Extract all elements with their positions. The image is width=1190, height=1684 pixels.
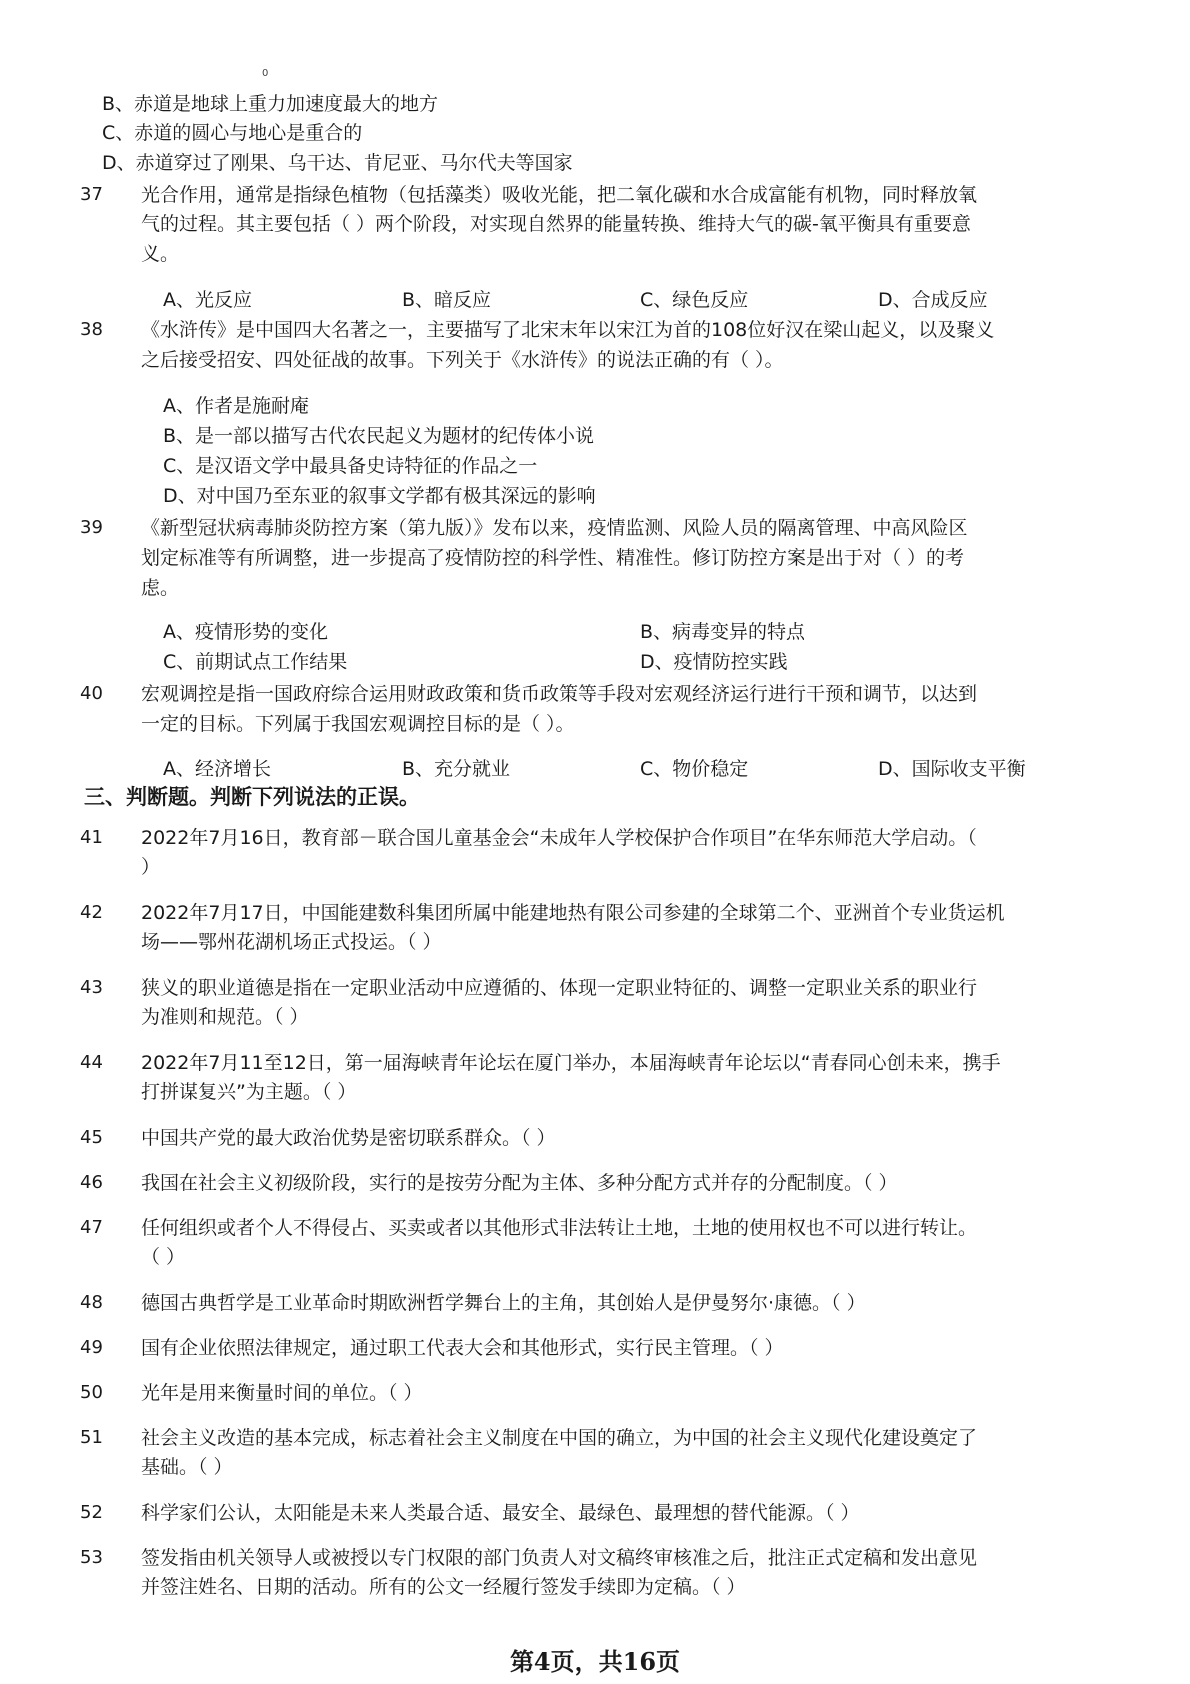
option-c: C、物价稳定 <box>640 758 749 780</box>
question-text: 划定标准等有所调整，进一步提高了疫情防控的科学性、精准性。修订防控方案是出于对（ ）的考 <box>141 547 965 569</box>
option-c: C、是汉语文学中最具备史诗特征的作品之一 <box>163 455 538 477</box>
question-text: 光年是用来衡量时间的单位。（ ） <box>141 1382 423 1404</box>
question-text: 国有企业依照法律规定，通过职工代表大会和其他形式，实行民主管理。（ ） <box>141 1337 784 1359</box>
question-number: 38 <box>80 319 103 340</box>
question-number: 39 <box>80 517 103 538</box>
question-text: 义。 <box>141 243 180 265</box>
question-text: 《水浒传》是中国四大名著之一，主要描写了北宋末年以宋江为首的108位好汉在梁山起义，以及聚义 <box>141 319 995 341</box>
option-a: A、疫情形势的变化 <box>163 621 328 643</box>
option-d: D、国际收支平衡 <box>878 758 1026 780</box>
question-number: 49 <box>80 1337 103 1358</box>
option-d: D、对中国乃至东亚的叙事文学都有极其深远的影响 <box>163 485 596 507</box>
question-text: 社会主义改造的基本完成，标志着社会主义制度在中国的确立，为中国的社会主义现代化建设奠定了 <box>141 1427 978 1449</box>
option-a: A、作者是施耐庵 <box>163 395 309 417</box>
question-text: 之后接受招安、四处征战的故事。下列关于《水浒传》的说法正确的有（ ）。 <box>141 349 784 371</box>
question-text: 一定的目标。下列属于我国宏观调控目标的是（ ）。 <box>141 713 575 735</box>
question-text: 科学家们公认，太阳能是未来人类最合适、最安全、最绿色、最理想的替代能源。（ ） <box>141 1502 860 1524</box>
option-b: B、是一部以描写古代农民起义为题材的纪传体小说 <box>163 425 595 447</box>
option-b: B、充分就业 <box>402 758 511 780</box>
question-number: 40 <box>80 683 103 704</box>
question-text: 德国古典哲学是工业革命时期欧洲哲学舞台上的主角，其创始人是伊曼努尔·康德。（ ） <box>141 1292 866 1314</box>
question-number: 48 <box>80 1292 103 1313</box>
prev-option-b: B、赤道是地球上重力加速度最大的地方 <box>102 93 439 115</box>
option-b: B、暗反应 <box>402 289 492 311</box>
question-number: 46 <box>80 1172 103 1193</box>
option-b: B、病毒变异的特点 <box>640 621 806 643</box>
question-text: 宏观调控是指一国政府综合运用财政政策和货币政策等手段对宏观经济运行进行干预和调节，以达到 <box>141 683 978 705</box>
question-number: 41 <box>80 827 103 848</box>
prev-option-c: C、赤道的圆心与地心是重合的 <box>102 122 363 144</box>
question-number: 47 <box>80 1217 103 1238</box>
question-text: 签发指由机关领导人或被授以专门权限的部门负责人对文稿终审核准之后，批注正式定稿和发出意见 <box>141 1547 978 1569</box>
prev-option-d: D、赤道穿过了刚果、乌干达、肯尼亚、马尔代夫等国家 <box>102 152 573 174</box>
question-number: 44 <box>80 1052 103 1073</box>
question-text: 2022年7月16日，教育部－联合国儿童基金会“未成年人学校保护合作项目”在华东师范大学启动。（ <box>141 827 977 849</box>
option-a: A、光反应 <box>163 289 252 311</box>
question-text: 场——鄂州花湖机场正式投运。（ ） <box>141 931 442 953</box>
page-footer: 第4页，共16页 <box>509 1647 681 1676</box>
question-number: 52 <box>80 1502 103 1523</box>
question-number: 42 <box>80 902 103 923</box>
question-text: 中国共产党的最大政治优势是密切联系群众。（ ） <box>141 1127 556 1149</box>
question-text: 气的过程。其主要包括（ ）两个阶段，对实现自然界的能量转换、维持大气的碳-氧平衡具有重要意 <box>141 213 971 235</box>
question-text: 并签注姓名、日期的活动。所有的公文一经履行签发手续即为定稿。（ ） <box>141 1576 746 1598</box>
question-number: 51 <box>80 1427 103 1448</box>
question-text: 基础。（ ） <box>141 1456 233 1478</box>
option-a: A、经济增长 <box>163 758 271 780</box>
option-c: C、绿色反应 <box>640 289 749 311</box>
option-d: D、疫情防控实践 <box>640 651 788 673</box>
section-heading: 三、判断题。判断下列说法的正误。 <box>84 785 420 809</box>
question-text: 为准则和规范。（ ） <box>141 1006 309 1028</box>
question-text: 虑。 <box>141 577 180 599</box>
question-text: （ ） <box>141 1246 186 1268</box>
question-number: 50 <box>80 1382 103 1403</box>
question-text: 《新型冠状病毒肺炎防控方案（第九版）》发布以来，疫情监测、风险人员的隔离管理、中高风险区 <box>141 517 968 539</box>
question-text: 光合作用，通常是指绿色植物（包括藻类）吸收光能，把二氧化碳和水合成富能有机物，同时释放氧 <box>141 184 978 206</box>
top-mark: 0 <box>262 68 269 79</box>
question-text: ） <box>141 856 161 878</box>
question-number: 45 <box>80 1127 103 1148</box>
option-d: D、合成反应 <box>878 289 988 311</box>
question-text: 2022年7月11至12日，第一届海峡青年论坛在厦门举办，本届海峡青年论坛以“青春同心创未来，携手 <box>141 1052 1001 1074</box>
question-text: 任何组织或者个人不得侵占、买卖或者以其他形式非法转让土地，土地的使用权也不可以进行转让。 <box>141 1217 978 1239</box>
question-text: 打拼谋复兴”为主题。（ ） <box>141 1081 357 1103</box>
question-number: 37 <box>80 184 103 205</box>
option-c: C、前期试点工作结果 <box>163 651 348 673</box>
question-text: 2022年7月17日，中国能建数科集团所属中能建地热有限公司参建的全球第二个、亚洲首个专业货运机 <box>141 902 1005 924</box>
question-text: 我国在社会主义初级阶段，实行的是按劳分配为主体、多种分配方式并存的分配制度。（ ） <box>141 1172 898 1194</box>
question-number: 53 <box>80 1547 103 1568</box>
question-number: 43 <box>80 977 103 998</box>
question-text: 狭义的职业道德是指在一定职业活动中应遵循的、体现一定职业特征的、调整一定职业关系的职业行 <box>141 977 978 999</box>
